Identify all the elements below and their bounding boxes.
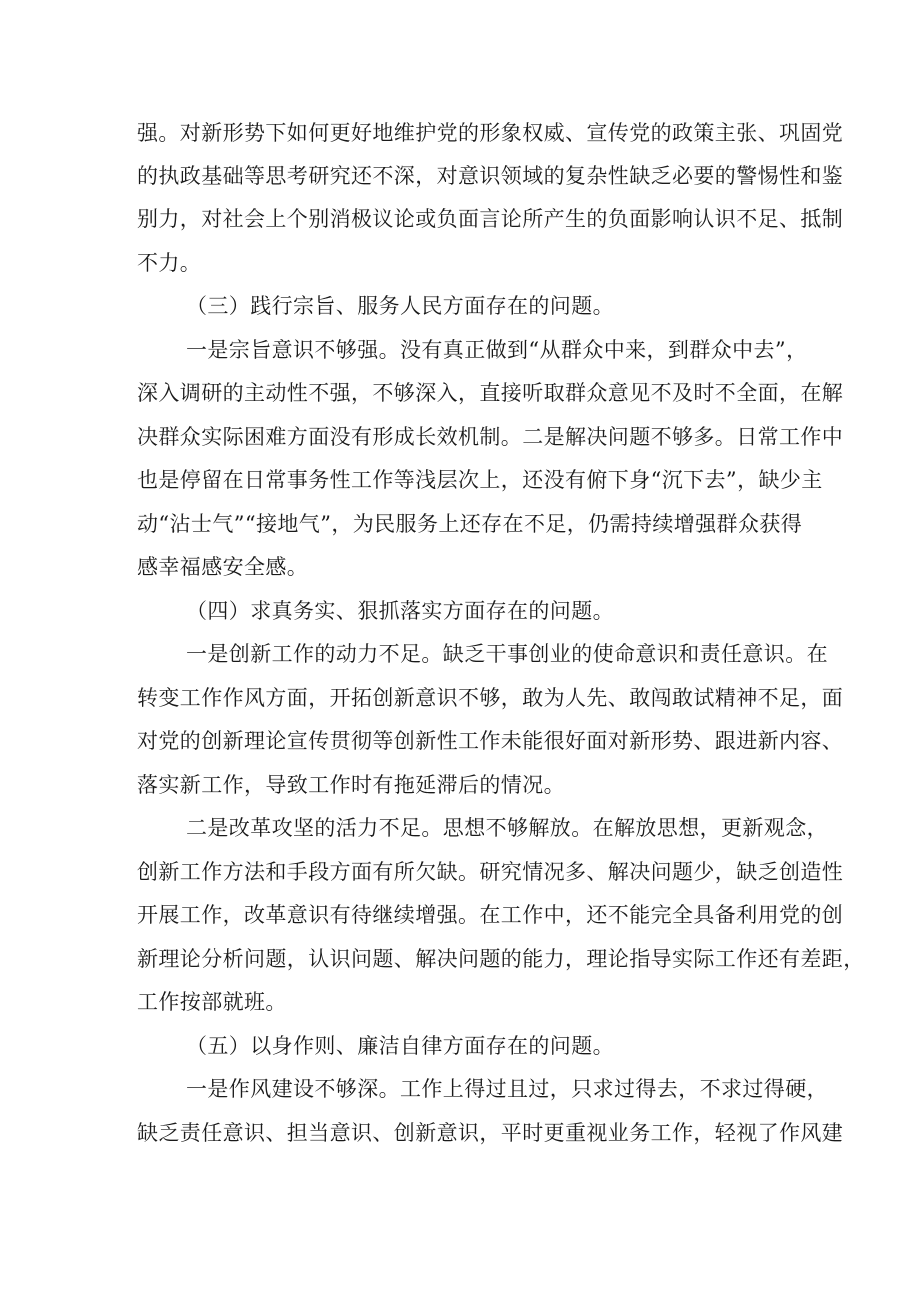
paragraph-line: 新理论分析问题，认识问题、解决问题的能力，理论指导实际工作还有差距， — [137, 947, 865, 971]
paragraph-line: 感幸福感安全感。 — [137, 555, 309, 579]
paragraph-line: 深入调研的主动性不强，不够深入，直接听取群众意见不及时不全面，在解 — [137, 381, 844, 405]
paragraph-line: 工作按部就班。 — [137, 990, 287, 1014]
paragraph-line: 转变工作作风方面，开拓创新意识不够，敢为人先、敢闯敢试精神不足，面 — [137, 686, 844, 710]
paragraph-line: 别力，对社会上个别消极议论或负面言论所产生的负面影响认识不足、抵制 — [137, 207, 844, 231]
paragraph-line: 的执政基础等思考研究还不深，对意识领域的复杂性缺乏必要的警惕性和鉴 — [137, 164, 844, 188]
paragraph-line: 二是改革攻坚的活力不足。思想不够解放。在解放思想，更新观念， — [186, 816, 828, 840]
paragraph-line: 对党的创新理论宣传贯彻等创新性工作未能很好面对新形势、跟进新内容、 — [137, 729, 844, 753]
paragraph-line: 强。对新形势下如何更好地维护党的形象权威、宣传党的政策主张、巩固党 — [137, 121, 844, 145]
paragraph-line: 一是创新工作的动力不足。缺乏干事创业的使命意识和责任意识。在 — [186, 642, 828, 666]
paragraph-line: 落实新工作，导致工作时有拖延滞后的情况。 — [137, 773, 565, 797]
paragraph-line: 创新工作方法和手段方面有所欠缺。研究情况多、解决问题少，缺乏创造性 — [137, 860, 844, 884]
section-heading-5: （五）以身作则、廉洁自律方面存在的问题。 — [186, 1034, 614, 1058]
paragraph-line: 一是宗旨意识不够强。没有真正做到“从群众中来，到群众中去”， — [186, 338, 808, 362]
section-heading-3: （三）践行宗旨、服务人民方面存在的问题。 — [186, 294, 614, 318]
section-heading-4: （四）求真务实、狠抓落实方面存在的问题。 — [186, 599, 614, 623]
paragraph-line: 缺乏责任意识、担当意识、创新意识，平时更重视业务工作，轻视了作风建 — [137, 1121, 844, 1145]
paragraph-line: 决群众实际困难方面没有形成长效机制。二是解决问题不够多。日常工作中 — [137, 425, 844, 449]
paragraph-line: 开展工作，改革意识有待继续增强。在工作中，还不能完全具备利用党的创 — [137, 903, 844, 927]
paragraph-line: 一是作风建设不够深。工作上得过且过，只求过得去，不求过得硬， — [186, 1077, 828, 1101]
paragraph-line: 动“沾士气”“接地气”，为民服务上还存在不足，仍需持续增强群众获得 — [137, 512, 803, 536]
paragraph-line: 不力。 — [137, 251, 202, 275]
paragraph-line: 也是停留在日常事务性工作等浅层次上，还没有俯下身“沉下去”，缺少主 — [137, 468, 823, 492]
